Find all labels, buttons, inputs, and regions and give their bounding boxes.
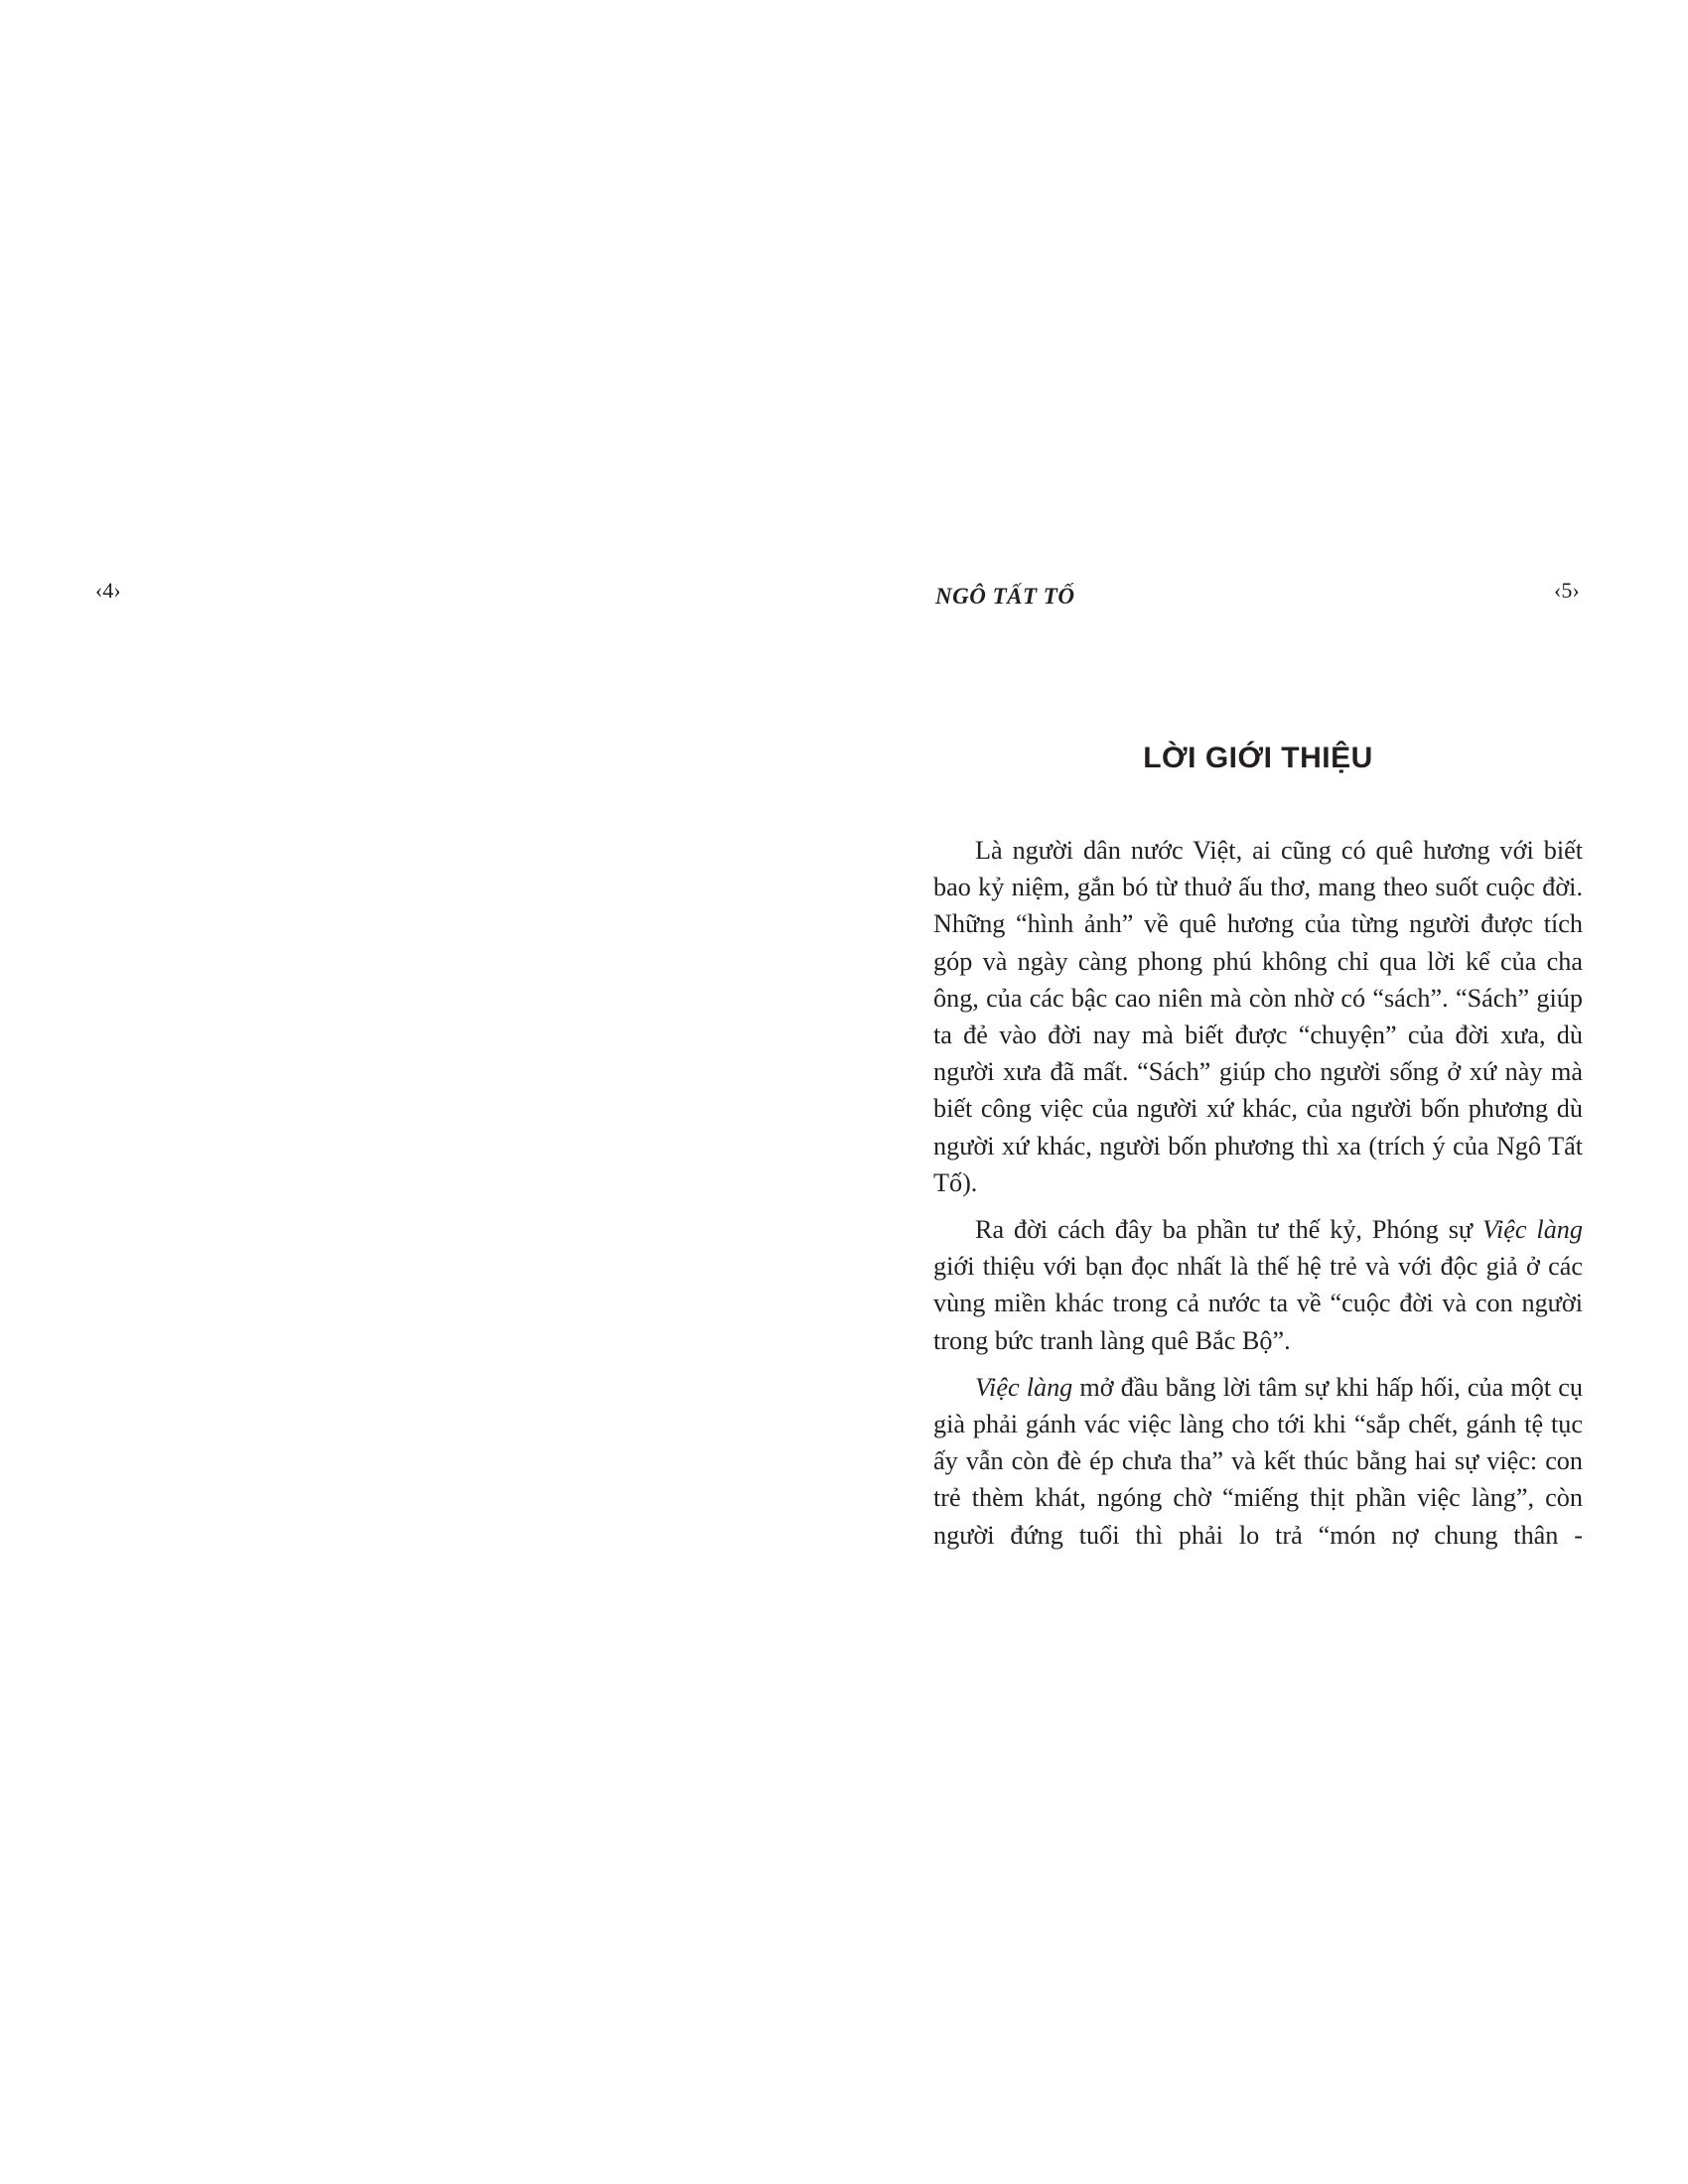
paragraph-2-end: giới thiệu với bạn đọc nhất là thế hệ trẻ và với độc giả ở các vùng miền khác trong cả nước ta về “cuộc đời và con người trong bức tranh làng quê Bắc Bộ”. <box>933 1252 1583 1355</box>
paragraph-2-book-title: Việc làng <box>1481 1215 1583 1245</box>
paragraph-3-book-title: Việc làng <box>975 1372 1073 1402</box>
paragraph-1: Là người dân nước Việt, ai cũng có quê hương với biết bao kỷ niệm, gắn bó từ thuở ấu thơ, mang theo suốt cuộc đời. Những “hình ảnh” về quê hương của từng người được tích góp và ngày càng phong phú không chỉ qua lời kể của cha ông, của các bậc cao niên mà còn nhờ có “sách”. “Sách” giúp ta đẻ vào đời nay mà biết được “chuyện” của đời xưa, dù người xưa đã mất. “Sách” giúp cho người sống ở xứ này mà biết công việc của người xứ khác, của người bốn phương dù người xứ khác, người bốn phương thì xa (trích ý của Ngô Tất Tố). <box>933 836 1583 1197</box>
chapter-title: LỜI GIỚI THIỆU <box>1143 742 1373 774</box>
running-header-author: NGÔ TẤT TỐ <box>935 584 1075 609</box>
paragraph-3-end: mở đầu bằng lời tâm sự khi hấp hối, của một cụ già phải gánh vác việc làng cho tới khi “sắp chết, gánh tệ tục ấy vẫn còn đè ép chưa tha” và kết thúc bằng hai sự việc: con trẻ thèm khát, ngóng chờ “miếng thịt phần việc làng”, còn người đứng tuổi thì phải lo trả “món nợ chung thân - <box>933 1372 1583 1550</box>
body-text <box>933 832 1583 1564</box>
paragraph-3 <box>933 1369 1583 1554</box>
paragraph-2-start: Ra đời cách đây ba phần tư thế kỷ, Phóng sự <box>975 1215 1482 1245</box>
left-page-number: ‹4› <box>95 578 121 603</box>
paragraph-2 <box>933 1211 1583 1359</box>
right-page-number: ‹5› <box>1554 578 1580 603</box>
